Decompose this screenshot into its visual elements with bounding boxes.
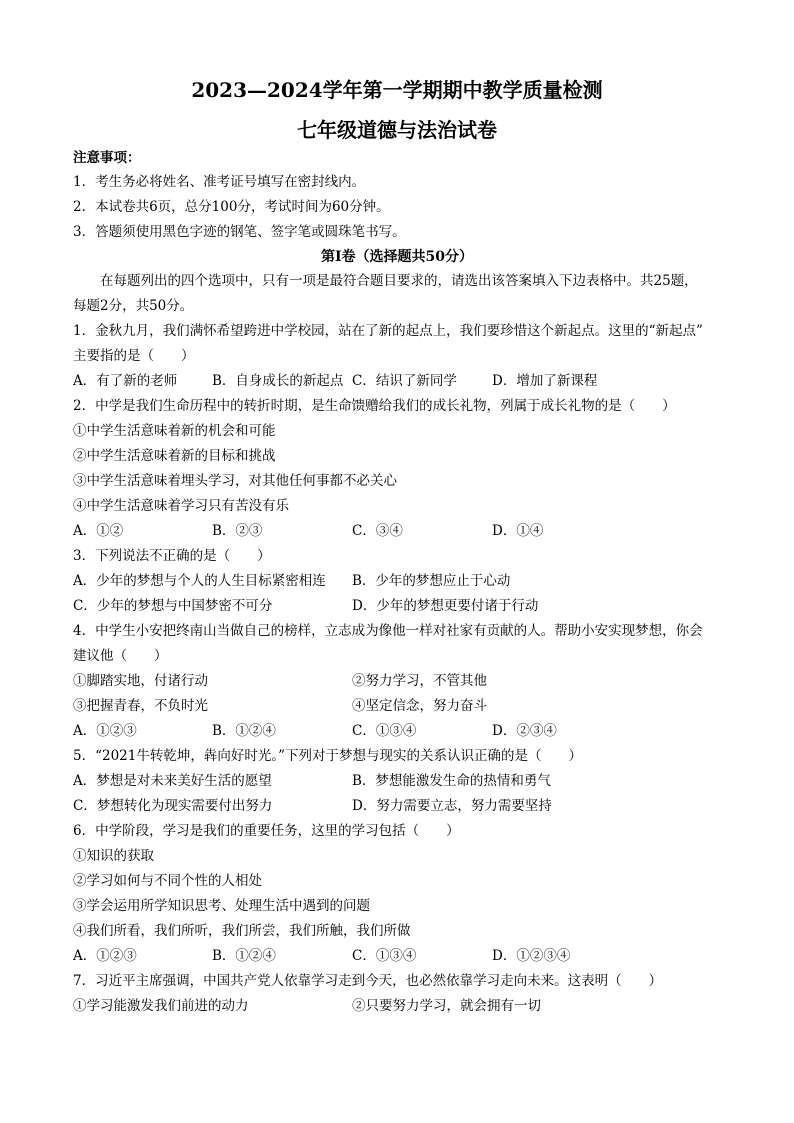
- statement: ②学习如何与不同个性的人相处: [73, 873, 262, 889]
- option-c: C．③④: [352, 523, 403, 539]
- option-d: D．努力需要立志，努力需要坚持: [352, 798, 552, 814]
- section-title: 第Ⅰ卷（选择题共50分）: [320, 249, 474, 265]
- question-stem: 3．下列说法不正确的是（ ）: [73, 548, 271, 564]
- statement: ①知识的获取: [73, 848, 154, 864]
- notes-heading: 注意事项：: [73, 150, 141, 166]
- statement: ④中学生活意味着学习只有苦没有乐: [73, 498, 289, 514]
- question-stem: 4．中学生小安把终南山当做自己的榜样，立志成为像他一样对社家有贡献的人。帮助小安实现梦想，你会: [73, 623, 703, 639]
- section-intro-cont: 每题2分，共50分。: [73, 298, 194, 314]
- note-item: 3．答题须使用黑色字迹的钢笔、签字笔或圆珠笔书写。: [73, 224, 406, 240]
- statement: ①中学生活意味着新的机会和可能: [73, 423, 276, 439]
- option-c: C．结识了新同学: [352, 373, 457, 389]
- option-b: B．①②④: [212, 723, 276, 739]
- statement: ②只要努力学习，就会拥有一切: [352, 998, 541, 1014]
- statement: ③把握青春，不负时光: [73, 698, 208, 714]
- statement: ①学习能激发我们前进的动力: [73, 998, 249, 1014]
- option-b: B．①②④: [212, 948, 276, 964]
- statement: ②努力学习，不管其他: [352, 673, 487, 689]
- question-stem: 1．金秋九月，我们满怀希望跨进中学校园，站在了新的起点上，我们要珍惜这个新起点。这里的“新起点”: [73, 323, 703, 339]
- option-c: C．少年的梦想与中国梦密不可分: [73, 598, 273, 614]
- option-b: B．梦想能激发生命的热情和勇气: [352, 773, 551, 789]
- option-a: A．①②: [73, 523, 124, 539]
- note-item: 2．本试卷共6页，总分100分，考试时间为60分钟。: [73, 199, 390, 215]
- option-c: C．①③④: [352, 723, 417, 739]
- option-c: C．①③④: [352, 948, 417, 964]
- question-stem: 7．习近平主席强调，中国共产党人依靠学习走到今天，也必然依靠学习走向未来。这表明（ ）: [73, 973, 663, 989]
- section-intro: 在每题列出的四个选项中，只有一项是最符合题目要求的，请选出该答案填入下边表格中。共25题，: [100, 273, 698, 289]
- option-a: A．①②③: [73, 948, 137, 964]
- option-b: B．少年的梦想应止于心动: [352, 573, 511, 589]
- question-stem: 5．“2021牛转乾坤，犇向好时光。”下列对于梦想与现实的关系认识正确的是（ ）: [73, 748, 582, 764]
- question-stem-cont: 建议他（ ）: [73, 648, 168, 664]
- question-stem: 2．中学是我们生命历程中的转折时期，是生命馈赠给我们的成长礼物，列属于成长礼物的是（ ）: [73, 398, 676, 414]
- option-d: D．①④: [492, 523, 544, 539]
- exam-subtitle: 七年级道德与法治试卷: [297, 118, 497, 142]
- option-b: B．自身成长的新起点: [212, 373, 344, 389]
- option-d: D．增加了新课程: [492, 373, 598, 389]
- statement: ③中学生活意味着埋头学习，对其他任何事都不必关心: [73, 473, 397, 489]
- note-item: 1．考生务必将姓名、准考证号填写在密封线内。: [73, 174, 366, 190]
- option-d: D．②③④: [492, 723, 557, 739]
- option-a: A．有了新的老师: [73, 373, 178, 389]
- statement: ③学会运用所学知识思考、处理生活中遇到的问题: [73, 898, 370, 914]
- question-stem: 6．中学阶段，学习是我们的重要任务，这里的学习包括（ ）: [73, 823, 460, 839]
- option-d: D．少年的梦想更要付诸于行动: [352, 598, 539, 614]
- question-stem-cont: 主要指的是（ ）: [73, 348, 195, 364]
- option-b: B．②③: [212, 523, 263, 539]
- option-d: D．①②③④: [492, 948, 571, 964]
- exam-title: 2023—2024学年第一学期期中教学质量检测: [191, 78, 603, 102]
- option-a: A．梦想是对未来美好生活的愿望: [73, 773, 272, 789]
- option-a: A．①②③: [73, 723, 137, 739]
- statement: ①脚踏实地，付诸行动: [73, 673, 208, 689]
- statement: ④坚定信念，努力奋斗: [352, 698, 487, 714]
- option-c: C．梦想转化为现实需要付出努力: [73, 798, 273, 814]
- option-a: A．少年的梦想与个人的人生目标紧密相连: [73, 573, 326, 589]
- statement: ④我们所看，我们所听，我们所尝，我们所触，我们所做: [73, 923, 411, 939]
- statement: ②中学生活意味着新的目标和挑战: [73, 448, 276, 464]
